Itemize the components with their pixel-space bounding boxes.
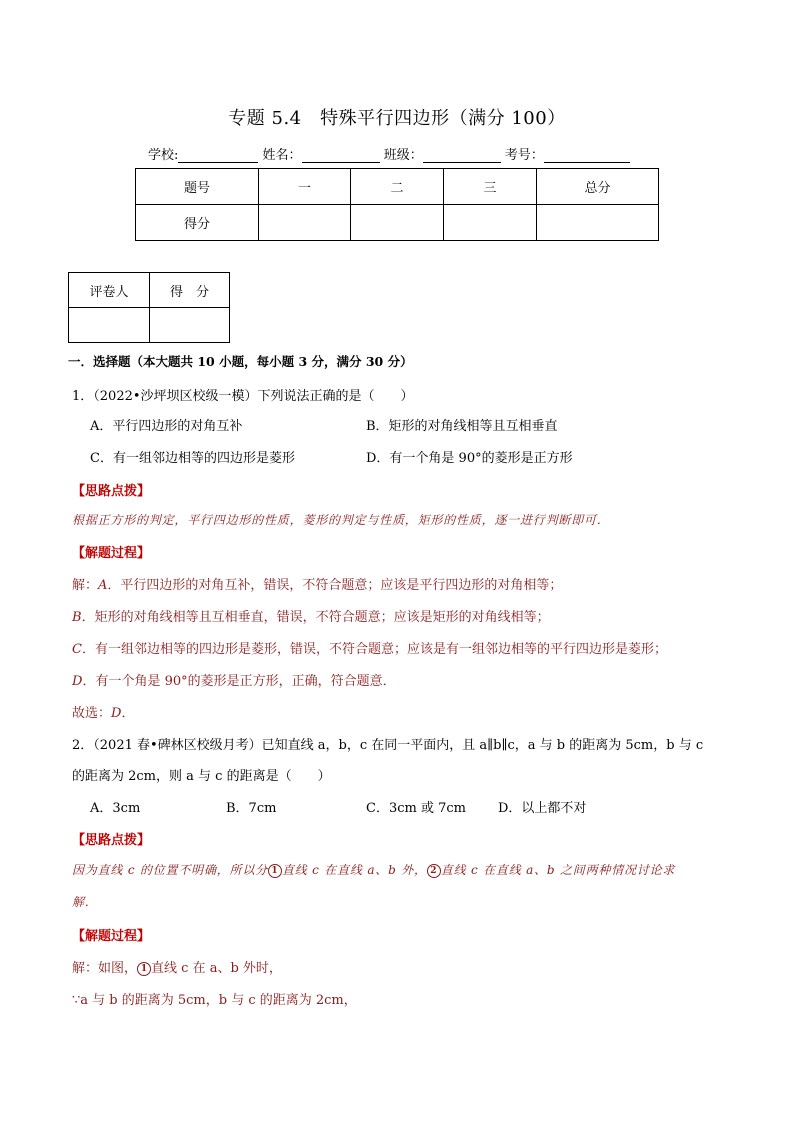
option-letter: A [98,578,108,593]
question-1-solution-line-2 [72,606,550,625]
grader-score-cell [150,308,230,343]
score-header-cell: 三 [444,169,537,205]
question-2-option-b: B．7cm [226,801,277,816]
score-header-cell: 总分 [537,169,659,205]
question-2-stem-line-2: 的距离为 2cm，则 a 与 c 的距离是（ ） [72,769,331,784]
section-heading: 一．选择题（本大题共 10 小题，每小题 3 分，满分 30 分） [68,354,413,369]
exam-number-blank [544,148,630,163]
grader-table-blank-row [69,308,230,343]
solution-prefix: 解： [72,578,99,593]
circled-number-1: 1 [137,962,151,976]
circled-number-2: 2 [427,864,441,878]
solution-text: ．有一组邻边相等的四边形是菱形，错误，不符合题意；应该是有一组邻边相等的平行四边形是菱形； [81,642,667,657]
question-1-hint: 根据正方形的判定，平行四边形的性质，菱形的判定与性质，矩形的性质，逐一进行判断即可． [72,513,610,527]
hint-text: 直线 c 在直线 a、b 外， [281,863,427,877]
question-2-option-c: C．3cm 或 7cm [366,801,466,816]
question-1-option-b: B．矩形的对角线相等且互相垂直 [366,419,558,434]
hint-text: 直线 c 在直线 a、b 之间两种情况讨论求 [440,863,676,877]
student-info-line [148,144,630,163]
solution-text: ．有一个角是 90°的菱形是正方形，正确，符合题意． [82,674,396,689]
class-label: 班级： [383,148,423,163]
grader-cell [69,308,150,343]
score-cell [537,205,659,241]
question-1-solution-line-4 [72,670,396,689]
score-row-label: 得分 [136,205,259,241]
name-label: 姓名： [262,148,302,163]
circled-number-1: 1 [268,864,282,878]
question-1-option-c: C．有一组邻边相等的四边形是菱形 [90,451,295,466]
question-2-hint-line-1 [72,861,675,878]
class-blank [423,148,501,163]
option-letter: C [72,642,82,657]
grader-label: 评卷人 [69,273,150,308]
score-table [135,168,659,241]
solution-text: 直线 c 在 a、b 外时， [151,961,282,976]
hint-text: 因为直线 c 的位置不明确，所以分 [72,863,268,877]
question-2-solution-line-1 [72,957,282,976]
score-header-cell: 一 [259,169,351,205]
grader-score-label: 得 分 [150,273,230,308]
score-cell [351,205,444,241]
grader-table [68,272,230,343]
question-1-solution-line-1 [72,574,562,593]
question-1-stem: 1．（2022•沙坪坝区校级一模）下列说法正确的是（ ） [72,389,414,404]
option-letter: D [72,674,83,689]
score-header-cell: 题号 [136,169,259,205]
school-blank [178,148,258,163]
question-2-solution-line-2: ∵a 与 b 的距离为 5cm，b 与 c 的距离为 2cm， [72,993,357,1008]
score-table-score-row [136,205,659,241]
option-letter: B [72,610,82,625]
score-header-cell: 二 [351,169,444,205]
page-title: 专题 5.4 特殊平行四边形（满分 100） [228,108,566,129]
answer-prefix: 故选： [72,706,112,721]
question-2-hint-line-2: 解． [72,895,98,909]
school-label: 学校: [148,148,179,163]
question-1-hint-label: 【思路点拨】 [72,484,151,499]
question-1-option-d: D．有一个角是 90°的菱形是正方形 [366,451,573,466]
score-cell [259,205,351,241]
grader-table-header-row [69,273,230,308]
exam-number-label: 考号： [504,148,544,163]
answer-suffix: ． [121,706,135,721]
question-2-option-a: A．3cm [90,801,141,816]
question-2-hint-label: 【思路点拨】 [72,833,151,848]
question-1-solution-label: 【解题过程】 [72,546,151,561]
score-cell [444,205,537,241]
question-2-solution-label: 【解题过程】 [72,929,151,944]
answer-letter: D [111,706,122,721]
question-1-solution-line-3 [72,638,667,657]
solution-text: ．矩形的对角线相等且互相垂直，错误，不符合题意；应该是矩形的对角线相等； [81,610,550,625]
question-2-stem-line-1: 2．（2021 春•碑林区校级月考）已知直线 a，b，c 在同一平面内，且 a∥b∥c，a 与 b 的距离为 5cm，b 与 c [72,738,704,753]
question-1-answer [72,702,134,721]
solution-text: 解：如图， [72,961,138,976]
name-blank [302,148,380,163]
question-2-option-d: D．以上都不对 [498,801,587,816]
question-1-option-a: A．平行四边形的对角互补 [90,419,243,434]
score-table-header-row [136,169,659,205]
solution-text: ．平行四边形的对角互补，错误，不符合题意；应该是平行四边形的对角相等； [107,578,563,593]
